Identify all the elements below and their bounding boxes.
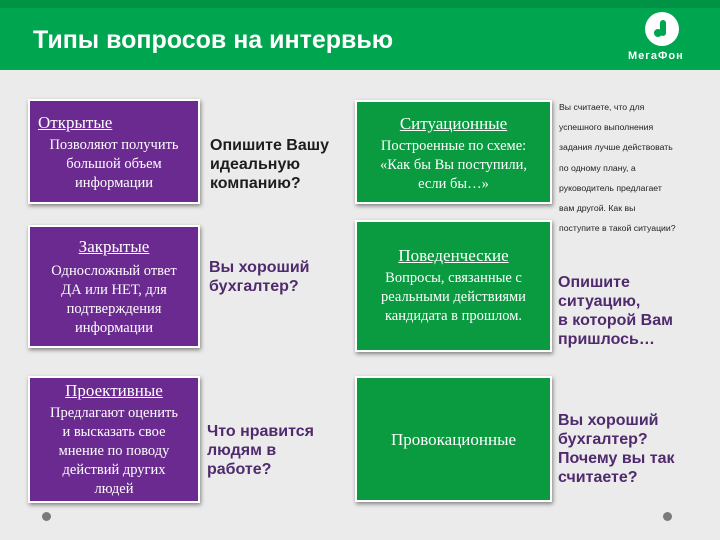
logo-mark-dot [654, 29, 662, 37]
box-projective-line: мнение по поводу [58, 443, 170, 459]
example-situational-line: задания лучше действовать [559, 142, 673, 153]
logo-text: МегаФон [628, 50, 684, 62]
example-provocative-line: Вы хороший [558, 412, 659, 429]
example-situational-line: руководитель предлагает [559, 182, 662, 193]
box-behavioral-line: реальными действиями [381, 289, 526, 305]
slide-header [0, 0, 720, 70]
example-provocative-line: бухгалтер? [558, 431, 648, 448]
box-open-body [30, 136, 198, 193]
box-projective-line: Предлагают оценить [50, 405, 178, 421]
example-provocative [558, 411, 675, 487]
example-behavioral-line: в которой Вам [558, 312, 673, 329]
example-provocative-line: Почему вы так [558, 450, 675, 467]
box-situational-line: если бы…» [418, 176, 489, 192]
example-situational-line: вам другой. Как вы [559, 203, 636, 214]
box-behavioral [355, 220, 552, 352]
example-behavioral-line: Опишите [558, 274, 630, 291]
example-open-line: идеальную [210, 156, 301, 173]
box-projective-title: Проективные [65, 381, 163, 400]
box-closed-line: подтверждения [66, 301, 162, 317]
example-provocative-line: считаете? [558, 469, 638, 486]
box-closed-line: Односложный ответ [51, 263, 177, 279]
box-projective-line: и высказать свое [62, 424, 166, 440]
box-projective [28, 376, 200, 503]
example-behavioral-line: пришлось… [558, 331, 655, 348]
box-provocative [355, 376, 552, 502]
example-closed-line: бухгалтер? [209, 278, 299, 295]
example-open-line: компанию? [210, 175, 301, 192]
box-closed-line: ДА или НЕТ, для [61, 282, 167, 298]
box-behavioral-line: Вопросы, связанные с [385, 270, 522, 286]
box-provocative-title: Провокационные [390, 430, 517, 449]
box-behavioral-line: кандидата в прошлом. [384, 308, 523, 324]
example-situational-line: по одному плану, а [559, 162, 636, 173]
slide-title: Типы вопросов на интервью [33, 26, 394, 54]
megafon-logo-icon [645, 12, 679, 46]
example-open [210, 136, 329, 193]
box-closed-body [30, 262, 198, 338]
box-open-title: Открытые [38, 113, 113, 132]
box-situational-body [357, 137, 550, 194]
footer-bullet [42, 512, 51, 521]
box-closed-title: Закрытые [78, 237, 150, 256]
box-open-line: большой объем [66, 156, 162, 172]
example-open-line: Опишите Вашу [210, 137, 329, 154]
box-behavioral-title: Поведенческие [398, 246, 509, 265]
example-projective [207, 422, 314, 479]
header-band [0, 0, 720, 8]
box-projective-line: действий других [62, 462, 166, 478]
box-projective-body [30, 404, 198, 499]
box-closed [28, 225, 200, 348]
example-situational-line: успешного выполнения [559, 122, 654, 133]
example-closed-line: Вы хороший [209, 259, 310, 276]
example-situational-line: Вы считаете, что для [559, 102, 645, 112]
box-behavioral-body [357, 269, 550, 326]
box-situational-title: Ситуационные [399, 114, 508, 133]
example-closed [209, 258, 310, 296]
box-open [28, 99, 200, 204]
example-projective-line: людям в [207, 442, 277, 459]
example-projective-line: Что нравится [207, 423, 314, 440]
box-open-line: Позволяют получить [49, 137, 179, 153]
box-closed-line: информации [75, 320, 153, 336]
box-open-line: информации [75, 175, 153, 191]
box-situational [355, 100, 552, 204]
example-situational-line: поступите в такой ситуации? [559, 223, 676, 234]
box-situational-line: Построенные по схеме: [380, 138, 527, 154]
box-situational-line: «Как бы Вы поступили, [380, 157, 527, 173]
example-situational [559, 97, 676, 238]
box-projective-line: людей [94, 481, 134, 497]
example-projective-line: работе? [207, 461, 272, 478]
example-behavioral [558, 273, 673, 349]
example-behavioral-line: ситуацию, [558, 293, 641, 310]
footer-bullet [663, 512, 672, 521]
